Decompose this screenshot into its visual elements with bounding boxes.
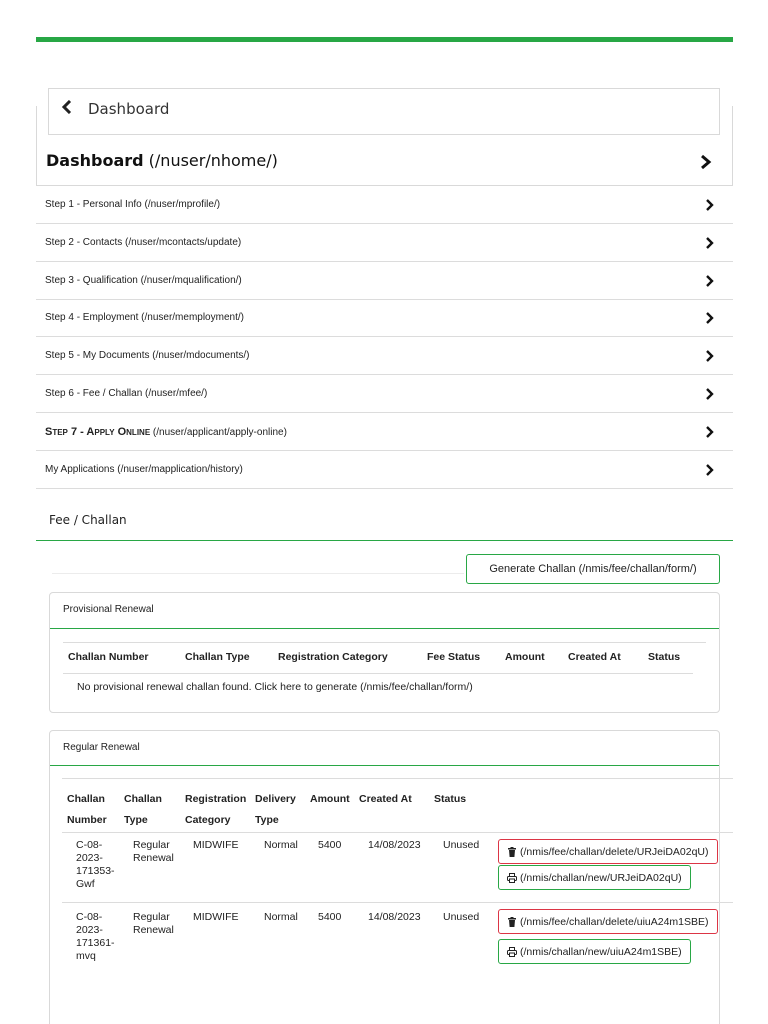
chevron-right-icon xyxy=(705,426,715,438)
column-header: Created At xyxy=(359,793,412,805)
print-challan-button[interactable] xyxy=(498,865,691,890)
registration-category: MIDWIFE xyxy=(193,911,239,923)
table-divider xyxy=(63,673,693,674)
top-accent-bar xyxy=(36,37,733,42)
column-header: Registration Category xyxy=(278,651,388,663)
nav-item-label: Step 4 - Employment (/nuser/memployment/) xyxy=(45,312,244,323)
nav-item-personal-info[interactable] xyxy=(36,186,733,224)
trash-icon xyxy=(507,847,517,857)
table-divider xyxy=(62,778,733,779)
card-header-divider xyxy=(50,628,719,629)
dashboard-link-title: Dashboard xyxy=(46,151,144,170)
dashboard-link-path: (/nuser/nhome/) xyxy=(148,151,278,170)
nav-item-label-emphasis: Step 7 - Apply Online xyxy=(45,425,151,438)
nav-item-fee-challan[interactable] xyxy=(36,375,733,413)
chevron-right-icon xyxy=(705,237,715,249)
print-challan-button[interactable] xyxy=(498,939,691,964)
column-header: Challan Type xyxy=(124,793,162,826)
nav-item-label: Step 6 - Fee / Challan (/nuser/mfee/) xyxy=(45,388,208,399)
print-challan-label: (/nmis/challan/new/uiuA24m1SBE) xyxy=(520,945,682,958)
nav-item-qualification[interactable] xyxy=(36,262,733,300)
amount: 5400 xyxy=(318,839,342,851)
nav-item-label xyxy=(45,426,287,438)
back-to-dashboard-link[interactable] xyxy=(60,100,169,118)
nav-item-my-applications[interactable] xyxy=(36,451,733,489)
nav-item-documents[interactable] xyxy=(36,337,733,375)
column-header: Status xyxy=(434,793,467,805)
status: Unused xyxy=(443,911,480,923)
nav-item-label: Step 1 - Personal Info (/nuser/mprofile/) xyxy=(45,199,221,210)
print-challan-label: (/nmis/challan/new/URJeiDA02qU) xyxy=(520,871,682,884)
trash-icon xyxy=(507,917,517,927)
nav-item-label: Step 5 - My Documents (/nuser/mdocuments/) xyxy=(45,350,250,361)
generate-challan-button[interactable]: Generate Challan (/nmis/fee/challan/form/) xyxy=(466,554,720,584)
created-at: 14/08/2023 xyxy=(368,839,421,851)
status: Unused xyxy=(443,839,480,851)
nav-item-apply-online[interactable] xyxy=(36,413,733,451)
registration-category: MIDWIFE xyxy=(193,839,239,851)
chevron-right-icon xyxy=(705,275,715,287)
divider xyxy=(52,573,464,574)
table-divider xyxy=(62,902,733,903)
column-header: Challan Number xyxy=(67,793,107,826)
delivery-type: Normal xyxy=(264,911,298,923)
section-divider xyxy=(36,540,733,541)
delete-challan-label: (/nmis/fee/challan/delete/URJeiDA02qU) xyxy=(520,845,709,858)
challan-number: C-08- 2023- 171353- Gwf xyxy=(76,839,115,890)
chevron-right-icon[interactable] xyxy=(699,154,713,170)
chevron-left-icon xyxy=(60,100,74,118)
back-label: Dashboard xyxy=(88,100,170,118)
dashboard-link[interactable] xyxy=(46,151,278,170)
empty-state-link[interactable]: No provisional renewal challan found. Click here to generate (/nmis/fee/challan/form/) xyxy=(77,681,473,693)
table-divider xyxy=(63,642,706,643)
nav-item-label: My Applications (/nuser/mapplication/history) xyxy=(45,464,243,475)
chevron-right-icon xyxy=(705,388,715,400)
column-header: Amount xyxy=(310,793,350,805)
table-divider xyxy=(62,832,733,833)
challan-type: Regular Renewal xyxy=(133,839,174,864)
nav-item-contacts[interactable] xyxy=(36,224,733,262)
nav-item-label: Step 2 - Contacts (/nuser/mcontacts/update) xyxy=(45,237,242,248)
print-icon xyxy=(507,947,517,957)
card-header-divider xyxy=(50,765,719,766)
provisional-renewal-card xyxy=(49,592,720,713)
nav-item-employment[interactable] xyxy=(36,299,733,337)
column-header: Status xyxy=(648,651,681,663)
section-title: Fee / Challan xyxy=(49,513,127,527)
card-title: Regular Renewal xyxy=(63,742,140,753)
amount: 5400 xyxy=(318,911,342,923)
nav-item-label-path: (/nuser/applicant/apply-online) xyxy=(150,426,287,438)
delete-challan-button[interactable] xyxy=(498,839,718,864)
column-header: Delivery Type xyxy=(255,793,296,826)
delivery-type: Normal xyxy=(264,839,298,851)
chevron-right-icon xyxy=(705,464,715,476)
column-header: Fee Status xyxy=(427,651,481,663)
challan-type: Regular Renewal xyxy=(133,911,174,936)
delete-challan-button[interactable] xyxy=(498,909,718,934)
column-header: Created At xyxy=(568,651,621,663)
challan-number: C-08- 2023- 171361- mvq xyxy=(76,911,115,962)
chevron-right-icon xyxy=(705,350,715,362)
chevron-right-icon xyxy=(705,312,715,324)
print-icon xyxy=(507,873,517,883)
delete-challan-label: (/nmis/fee/challan/delete/uiuA24m1SBE) xyxy=(520,915,709,928)
chevron-right-icon xyxy=(705,199,715,211)
card-title: Provisional Renewal xyxy=(63,604,154,615)
column-header: Registration Category xyxy=(185,793,247,826)
created-at: 14/08/2023 xyxy=(368,911,421,923)
column-header: Challan Type xyxy=(185,651,250,663)
nav-item-label: Step 3 - Qualification (/nuser/mqualification/) xyxy=(45,275,242,286)
column-header: Amount xyxy=(505,651,545,663)
column-header: Challan Number xyxy=(68,651,149,663)
